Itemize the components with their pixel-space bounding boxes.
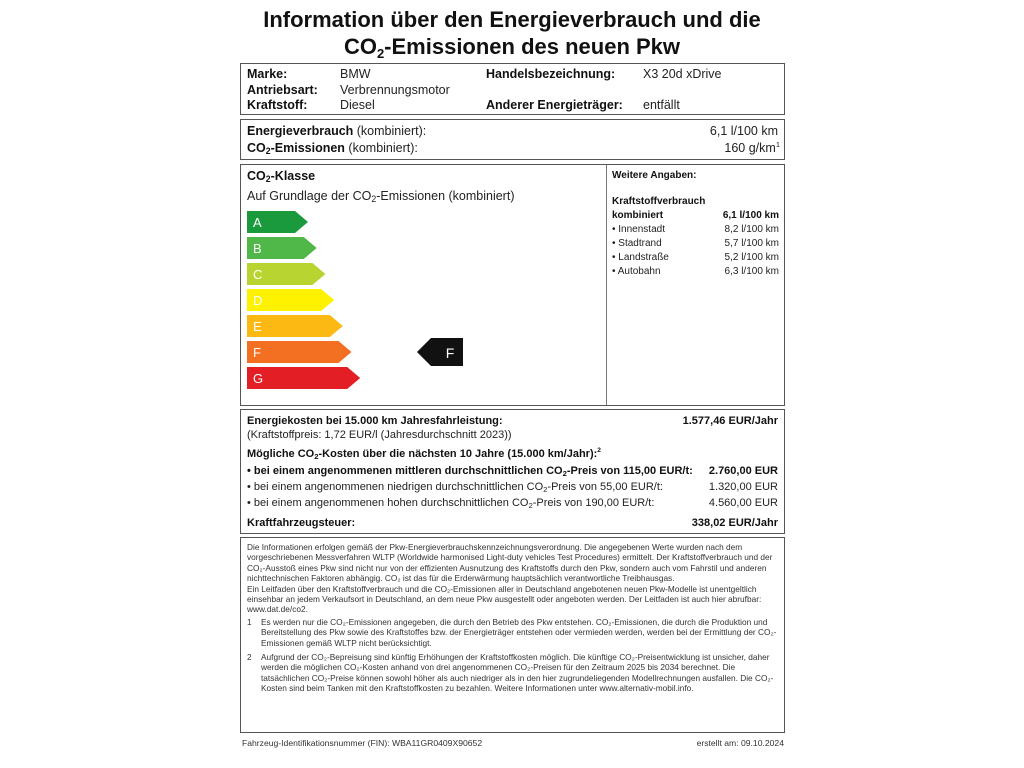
antrieb-label: Antriebsart:: [247, 83, 318, 97]
co2-class-basis: Auf Grundlage der $CO_2$-Emissionen (kombiniert): [247, 189, 515, 204]
anderer-value: entfällt: [643, 98, 680, 112]
co2-class-heading: $CO_2$-Klasse: [247, 169, 316, 184]
co2-row: $CO_2$-Emissionen (kombiniert):: [247, 141, 418, 156]
row-label: • Landstraße: [612, 252, 669, 263]
kraftstoff-label: Kraftstoff:: [247, 98, 308, 112]
disclaimer-paragraph: Die Informationen erfolgen gemäß der Pkw-Energieverbrauchskennzeichnungsverordnung. Die angegebenen Werte wurden nach dem vorgeschriebenen Messverfahren WLTP (Worldwide harmonised Light-duty vehicles Test Procedures) ermittelt. Der Kraftstoffverbrauch und der CO₂-Ausstoß eines Pkw sind nicht nur von der effizienten Ausnutzung des Kraftstoffs durch den Pkw, sondern auch vom Fahrstil und anderen nichttechnischen Faktoren abhängig. CO₂ ist das für die Erderwärmung hauptsächlich verantwortliche Treibhausgas.: [247, 542, 773, 584]
co2-class-d: [247, 289, 334, 311]
niedrig-row: • bei einem angenommenen niedrigen durchschnittlichen $CO_2$-Preis von 55,00 EUR/t:: [247, 481, 663, 494]
marke-value: BMW: [340, 67, 371, 81]
co2-class-letter: F: [253, 345, 261, 360]
weitere-heading: Weitere Angaben:: [612, 170, 697, 181]
created-date: erstellt am: 09.10.2024: [696, 738, 784, 748]
hoch-value: 4.560,00 EUR: [708, 497, 778, 509]
co2-class-e: [247, 315, 343, 337]
fin-number: Fahrzeug-Identifikationsnummer (FIN): WBA11GR0409X90652: [242, 738, 483, 748]
energie-row: Energieverbrauch (kombiniert):: [247, 124, 427, 138]
kraftstoff-value: Diesel: [340, 98, 375, 112]
steuer-value: 338,02 EUR/Jahr: [691, 517, 778, 529]
niedrig-value: 1.320,00 EUR: [708, 481, 778, 493]
handel-value: X3 20d xDrive: [643, 67, 722, 81]
footnote-2: 2 Aufgrund der CO₂-Bepreisung sind künftig Erhöhungen der Kraftstoffkosten möglich. Die künftige CO₂-Preisentwicklung ist unsicher, daher werden die möglichen CO₂-Kosten anhand von drei angenommenen CO₂-Preisen für den Zeitraum 2025 bis 2034 berechnet. Die tatsächlichen CO₂-Preise können sowohl höher als auch niedriger als in den hier zugrundeliegenden Modellrechnungen ausfallen. Die CO₂-Kosten sind beim Tanken mit den Kraftstoffkosten zu bezahlen. Weitere Informationen unter www.alternativ-mobil.info.: [247, 652, 774, 694]
row-value: 8,2 l/100 km: [724, 224, 779, 235]
co2-class-g: [247, 367, 360, 389]
co2-class-letter: A: [253, 215, 262, 230]
co2-class-letter: B: [253, 241, 262, 256]
hoch-row: • bei einem angenommenen hohen durchschnittlichen $CO_2$-Preis von 190,00 EUR/t:: [247, 497, 655, 510]
mittel-value: 2.760,00 EUR: [708, 465, 778, 477]
kraftstoff-sub-heading: Kraftstoffverbrauch: [612, 196, 706, 207]
marke-label: Marke:: [247, 67, 288, 81]
costs-box: [240, 409, 785, 534]
co2-class-c: [247, 263, 325, 285]
co2-class-f: [247, 341, 352, 363]
current-class-letter: F: [445, 345, 455, 361]
kraftstoffpreis: (Kraftstoffpreis: 1,72 EUR/l (Jahresdurchschnitt 2023)): [247, 429, 512, 441]
co2-class-a: [247, 211, 308, 233]
disclaimer-paragraph: Ein Leitfaden über den Kraftstoffverbrauch und die CO₂-Emissionen aller in Deutschland angebotenen neuen Pkw-Modelle ist unentgeltlich einsehbar an jedem Verkaufsort in Deutschland, an dem neue Pkw ausgestellt oder angeboten werden. Der Leitfaden ist auch hier abrufbar: www.dat.de/co2.: [247, 583, 762, 615]
steuer-label: Kraftfahrzeugsteuer:: [247, 517, 356, 529]
co2-class-letter: G: [253, 371, 264, 386]
current-class-marker: [417, 338, 465, 366]
co2-class-letter: C: [253, 267, 263, 282]
row-label: • Autobahn: [612, 266, 661, 277]
mittel-row: • bei einem angenommenen mittleren durchschnittlichen $CO_2$-Preis von 115,00 EUR/t:: [247, 465, 693, 478]
co2-kosten-heading: Mögliche $CO_2$-Kosten über die nächsten 10 Jahre (15.000 km/Jahr):$^2$: [247, 447, 601, 461]
kombiniert-value: 6,1 l/100 km: [722, 210, 779, 221]
consumption-box: [240, 119, 785, 160]
energiekosten-value: 1.577,46 EUR/Jahr: [682, 415, 778, 427]
disclaimer-box: [240, 537, 785, 733]
co2-class-letter: D: [253, 293, 263, 308]
footnote-1: 1 Es werden nur die CO₂-Emissionen angegeben, die durch den Betrieb des Pkw entstehen. CO₂-Emissionen, die durch die Produktion und Bereitstellung des Pkw sowie des Kraftstoffes bzw. der Energieträger entstehen oder vermieden werden, werden bei der Ermittlung der CO₂-Emissionen gemäß WLTP nicht berücksichtigt.: [247, 616, 777, 648]
row-value: 6,3 l/100 km: [724, 266, 779, 277]
row-value: 5,7 l/100 km: [724, 238, 779, 249]
row-value: 5,2 l/100 km: [724, 252, 779, 263]
antrieb-value: Verbrennungsmotor: [340, 83, 450, 97]
row-label: • Innenstadt: [612, 224, 665, 235]
page-title: Information über den Energieverbrauch und die CO2-Emissionen des neuen Pkw: [263, 7, 761, 61]
vehicle-info-box: [240, 63, 785, 115]
row-label: • Stadtrand: [612, 238, 662, 249]
energiekosten-label: Energiekosten bei 15.000 km Jahresfahrleistung:: [247, 415, 503, 427]
handel-label: Handelsbezeichnung:: [486, 67, 616, 81]
co2-class-letter: E: [253, 319, 262, 334]
co2-class-b: [247, 237, 317, 259]
kombiniert-label: kombiniert: [612, 210, 664, 221]
anderer-label: Anderer Energieträger:: [486, 98, 623, 112]
energie-value: 6,1 l/100 km: [709, 124, 778, 138]
co2-class-box: [240, 164, 785, 406]
co2-value: 160 $g/km^1$: [724, 140, 780, 155]
co2-class-scale: [247, 211, 477, 397]
